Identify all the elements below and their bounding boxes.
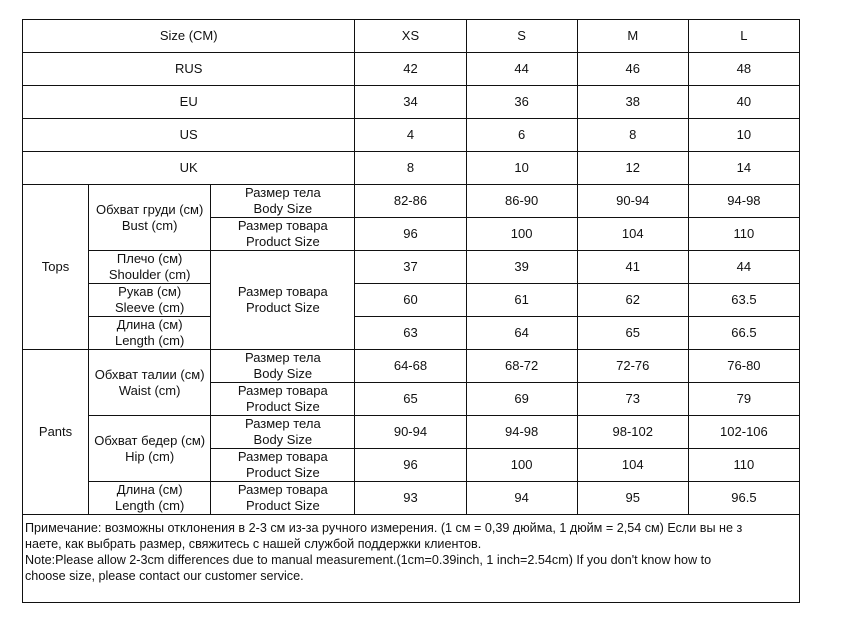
tops-length-value: 64 xyxy=(466,317,577,350)
uk-value: 12 xyxy=(577,152,688,185)
product-size-label xyxy=(211,251,355,350)
bust-body-value: 94-98 xyxy=(688,185,799,218)
pants-length-label xyxy=(89,482,211,515)
us-value: 4 xyxy=(355,119,466,152)
shoulder-value: 41 xyxy=(577,251,688,284)
eu-value: 40 xyxy=(688,86,799,119)
product-size-label-en: Product Size xyxy=(245,399,320,414)
size-header-label: Size (CM) xyxy=(23,20,355,53)
bust-label-ru: Обхват груди (см) xyxy=(95,201,204,217)
pants-length-value: 93 xyxy=(355,482,466,515)
body-size-label xyxy=(211,416,355,449)
note-row xyxy=(23,515,800,603)
product-size-label-ru: Размер товара xyxy=(237,218,328,233)
pants-section-label: Pants xyxy=(23,350,89,515)
body-size-label-en: Body Size xyxy=(253,201,313,216)
eu-value: 38 xyxy=(577,86,688,119)
size-xs: XS xyxy=(355,20,466,53)
note-line: Примечание: возможны отклонения в 2-3 см из-за ручного измерения. (1 см = 0,39 дюйма, 1 дюйм = 2,54 см) Если вы не з xyxy=(25,521,743,535)
product-size-label xyxy=(211,449,355,482)
shoulder-label-en: Shoulder (cm) xyxy=(108,267,191,282)
pants-length-row xyxy=(23,482,800,515)
waist-product-value: 73 xyxy=(577,383,688,416)
tops-length-value: 66.5 xyxy=(688,317,799,350)
body-size-label-ru: Размер тела xyxy=(244,350,321,365)
tops-sleeve-row xyxy=(23,284,800,317)
product-size-label xyxy=(211,383,355,416)
bust-product-value: 100 xyxy=(466,218,577,251)
note-line: choose size, please contact our customer service. xyxy=(25,569,304,583)
product-size-label-ru: Размер товара xyxy=(237,482,328,497)
uk-value: 8 xyxy=(355,152,466,185)
sleeve-value: 60 xyxy=(355,284,466,317)
hip-body-value: 102-106 xyxy=(688,416,799,449)
shoulder-value: 44 xyxy=(688,251,799,284)
product-size-label-ru: Размер товара xyxy=(237,449,328,464)
product-size-label-en: Product Size xyxy=(245,498,320,513)
pants-length-value: 94 xyxy=(466,482,577,515)
product-size-label-en: Product Size xyxy=(245,465,320,480)
hip-body-value: 94-98 xyxy=(466,416,577,449)
tops-length-label-ru: Длина (см) xyxy=(116,317,183,332)
body-size-label-en: Body Size xyxy=(253,432,313,447)
shoulder-value: 37 xyxy=(355,251,466,284)
shoulder-value: 39 xyxy=(466,251,577,284)
product-size-label-en: Product Size xyxy=(245,300,320,315)
body-size-label-en: Body Size xyxy=(253,366,313,381)
hip-product-value: 100 xyxy=(466,449,577,482)
hip-label xyxy=(89,416,211,482)
sleeve-value: 62 xyxy=(577,284,688,317)
bust-product-value: 96 xyxy=(355,218,466,251)
bust-product-value: 110 xyxy=(688,218,799,251)
rus-value: 44 xyxy=(466,53,577,86)
hip-product-value: 96 xyxy=(355,449,466,482)
product-size-label-en: Product Size xyxy=(245,234,320,249)
us-value: 10 xyxy=(688,119,799,152)
uk-value: 10 xyxy=(466,152,577,185)
tops-length-label xyxy=(89,317,211,350)
pants-length-value: 96.5 xyxy=(688,482,799,515)
us-row xyxy=(23,119,800,152)
bust-body-value: 90-94 xyxy=(577,185,688,218)
size-m: M xyxy=(577,20,688,53)
eu-row xyxy=(23,86,800,119)
pants-waist-body-row xyxy=(23,350,800,383)
sleeve-value: 61 xyxy=(466,284,577,317)
waist-product-value: 69 xyxy=(466,383,577,416)
waist-body-value: 76-80 xyxy=(688,350,799,383)
header-row xyxy=(23,20,800,53)
note-line: Note:Please allow 2-3cm differences due to manual measurement.(1cm=0.39inch, 1 inch=2.54cm) If you don't know how to xyxy=(25,553,712,567)
waist-body-value: 72-76 xyxy=(577,350,688,383)
pants-length-label-en: Length (cm) xyxy=(114,498,185,513)
product-size-label xyxy=(211,482,355,515)
us-value: 8 xyxy=(577,119,688,152)
bust-label xyxy=(89,185,211,251)
body-size-label xyxy=(211,185,355,218)
shoulder-label xyxy=(89,251,211,284)
hip-product-value: 110 xyxy=(688,449,799,482)
waist-label-en: Waist (cm) xyxy=(118,382,181,398)
tops-bust-body-row xyxy=(23,185,800,218)
product-size-label-ru: Размер товара xyxy=(237,383,328,398)
eu-label: EU xyxy=(23,86,355,119)
hip-body-value: 90-94 xyxy=(355,416,466,449)
pants-length-value: 95 xyxy=(577,482,688,515)
hip-product-value: 104 xyxy=(577,449,688,482)
product-size-label-ru: Размер товара xyxy=(237,284,328,299)
rus-value: 42 xyxy=(355,53,466,86)
size-s: S xyxy=(466,20,577,53)
rus-value: 46 xyxy=(577,53,688,86)
sleeve-value: 63.5 xyxy=(688,284,799,317)
size-chart-table xyxy=(22,19,800,603)
hip-body-value: 98-102 xyxy=(577,416,688,449)
pants-hip-body-row xyxy=(23,416,800,449)
tops-length-value: 65 xyxy=(577,317,688,350)
product-size-label xyxy=(211,218,355,251)
hip-label-ru: Обхват бедер (см) xyxy=(94,432,206,448)
bust-label-en: Bust (cm) xyxy=(121,217,178,233)
rus-row xyxy=(23,53,800,86)
tops-section-label: Tops xyxy=(23,185,89,350)
waist-body-value: 64-68 xyxy=(355,350,466,383)
tops-shoulder-row xyxy=(23,251,800,284)
eu-value: 36 xyxy=(466,86,577,119)
waist-body-value: 68-72 xyxy=(466,350,577,383)
body-size-label-ru: Размер тела xyxy=(244,185,321,200)
shoulder-label-ru: Плечо (см) xyxy=(116,251,183,266)
size-l: L xyxy=(688,20,799,53)
waist-product-value: 65 xyxy=(355,383,466,416)
us-label: US xyxy=(23,119,355,152)
note-line: наете, как выбрать размер, свяжитесь с нашей службой поддержки клиентов. xyxy=(25,537,482,551)
sleeve-label xyxy=(89,284,211,317)
sleeve-label-en: Sleeve (cm) xyxy=(114,300,185,315)
uk-row xyxy=(23,152,800,185)
body-size-label-ru: Размер тела xyxy=(244,416,321,431)
waist-label xyxy=(89,350,211,416)
waist-product-value: 79 xyxy=(688,383,799,416)
us-value: 6 xyxy=(466,119,577,152)
rus-label: RUS xyxy=(23,53,355,86)
bust-product-value: 104 xyxy=(577,218,688,251)
body-size-label xyxy=(211,350,355,383)
bust-body-value: 82-86 xyxy=(355,185,466,218)
rus-value: 48 xyxy=(688,53,799,86)
measurement-note xyxy=(23,515,800,603)
uk-value: 14 xyxy=(688,152,799,185)
tops-length-label-en: Length (cm) xyxy=(114,333,185,348)
pants-length-label-ru: Длина (см) xyxy=(116,482,183,497)
bust-body-value: 86-90 xyxy=(466,185,577,218)
uk-label: UK xyxy=(23,152,355,185)
hip-label-en: Hip (cm) xyxy=(125,448,175,464)
sleeve-label-ru: Рукав (см) xyxy=(118,284,182,299)
waist-label-ru: Обхват талии (см) xyxy=(94,366,205,382)
tops-length-value: 63 xyxy=(355,317,466,350)
eu-value: 34 xyxy=(355,86,466,119)
tops-length-row xyxy=(23,317,800,350)
